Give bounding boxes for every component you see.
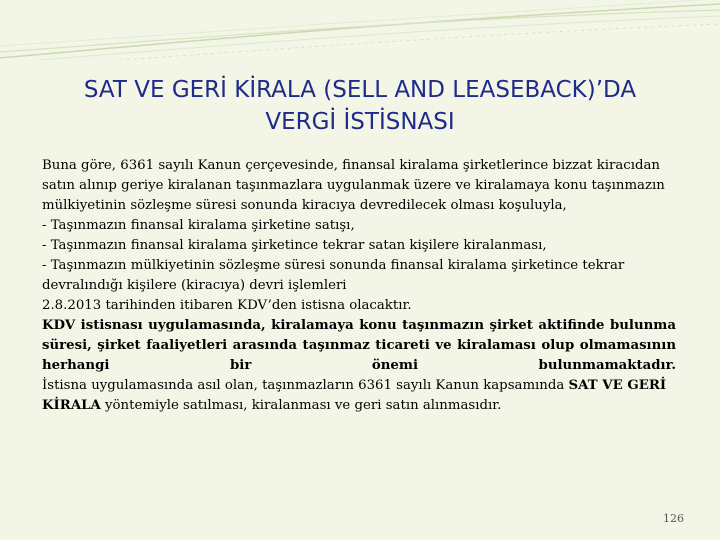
slide-title (30, 74, 690, 138)
slide-title-line-2: VERGİ İSTİSNASI (265, 109, 455, 135)
decorative-swoosh (0, 0, 720, 60)
page-number: 126 (663, 512, 684, 525)
closing-text-bold: SAT VE GERİ KİRALA (42, 378, 667, 413)
list-item: - Taşınmazın finansal kiralama şirketince tekrar satan kişilere kiralanması, (42, 238, 547, 253)
closing-text-start: İstisna uygulamasında asıl olan, taşınmazların 6361 sayılı Kanun kapsamında (42, 378, 569, 393)
bold-paragraph: KDV istisnası uygulamasında, kiralamaya konu taşınmazın şirket aktifinde bulunma süresi, şirket faaliyetleri arasında taşınmaz ticareti ve kiralaması olup olmamasının herhangi bir önemi bulunmamaktadır. (42, 318, 676, 373)
effective-date-paragraph: 2.8.2013 tarihinden itibaren KDV’den istisna olacaktır. (42, 298, 412, 313)
closing-paragraph (42, 376, 676, 416)
intro-paragraph: Buna göre, 6361 sayılı Kanun çerçevesinde, finansal kiralama şirketlerince bizzat kiracıdan satın alınıp geriye kiralanan taşınmazlara uygulanmak üzere ve kiralamaya konu taşınmazın mülkiyetinin sözleşme süresi sonunda kiracıya devredilecek olması koşuluyla, (42, 158, 665, 213)
closing-text-end: yöntemiyle satılması, kiralanması ve geri satın alınmasıdır. (100, 398, 502, 413)
list-item: - Taşınmazın mülkiyetinin sözleşme süresi sonunda finansal kiralama şirketince tekrar devralındığı kişilere (kiracıya) devri işlemleri (42, 258, 625, 293)
slide-title-line-1: SAT VE GERİ KİRALA (SELL AND LEASEBACK)’DA (83, 77, 637, 103)
slide-body (42, 156, 676, 416)
list-item: - Taşınmazın finansal kiralama şirketine satışı, (42, 218, 355, 233)
